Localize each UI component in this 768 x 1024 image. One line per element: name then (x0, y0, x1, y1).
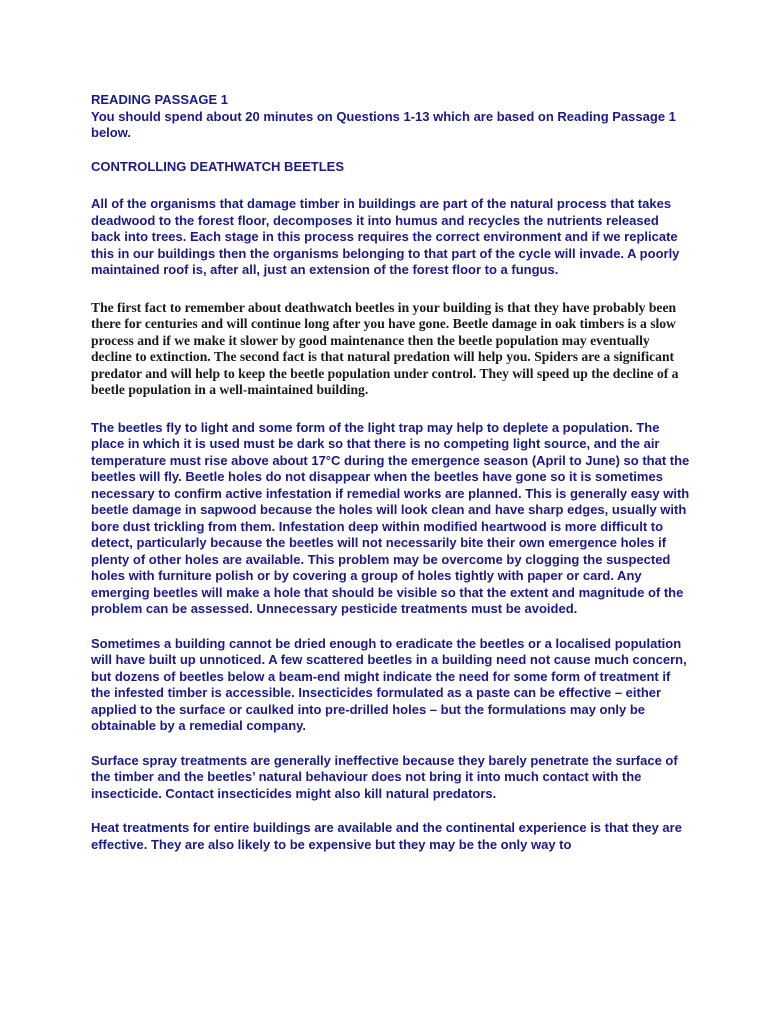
document-page (91, 92, 691, 853)
paragraph-5: Surface spray treatments are generally ineffective because they barely penetrate the surface of the timber and the beetles’ natural behaviour does not bring it into much contact with the insecticide. Contact insecticides might also kill natural predators. (91, 752, 678, 801)
paragraph-4: Sometimes a building cannot be dried enough to eradicate the beetles or a localised population will have built up unnoticed. A few scattered beetles in a building need not cause much concern, but dozens of beetles below a beam-end might indicate the need for some form of treatment if the infested timber is accessible. Insecticides formulated as a paste can be effective – either applied to the surface or caulked into pre-drilled holes – but the formulations may only be obtainable by a remedial company. (91, 635, 687, 733)
paragraph-1: All of the organisms that damage timber in buildings are part of the natural process that takes deadwood to the forest floor, decomposes it into humus and recycles the nutrients released back into trees. Each stage in this process requires the correct environment and if we replicate this in our buildings then the organisms belonging to that part of the cycle will invade. A poorly maintained roof is, after all, just an extension of the forest floor to a fungus. (91, 196, 680, 277)
article-title: CONTROLLING DEATHWATCH BEETLES (91, 158, 345, 174)
paragraph-2: The first fact to remember about deathwatch beetles in your building is that they have probably been there for centuries and will continue long after you have gone. Beetle damage in oak timbers is a slow process and if we make it slower by good maintenance then the beetle population may eventually decline to extinction. The second fact is that natural predation will help you. Spiders are a significant predator and will help to keep the beetle population under control. They will speed up the decline of a beetle population in a well-maintained building. (91, 299, 679, 397)
paragraph-3: The beetles fly to light and some form of the light trap may help to deplete a population. The place in which it is used must be dark so that there is no competing light source, and the air temperature must rise above about 17°C during the emergence season (April to June) so that the beetles will fly. Beetle holes do not disappear when the beetles have gone so it is sometimes necessary to confirm active infestation if remedial works are planned. This is generally easy with beetle damage in sapwood because the holes will look clean and have sharp edges, usually with bore dust trickling from them. Infestation deep within modified heartwood is more difficult to detect, particularly because the beetles will not necessarily bite their own emergence holes if plenty of other holes are available. This problem may be overcome by clogging the suspected holes with furniture polish or by covering a group of holes tightly with paper or card. Any emerging beetles will make a hole that should be visible so that the extent and magnitude of the problem can be assessed. Unnecessary pesticide treatments must be avoided. (91, 419, 690, 616)
passage-instruction: You should spend about 20 minutes on Questions 1-13 which are based on Reading Passage 1 below. (91, 108, 676, 140)
paragraph-6: Heat treatments for entire buildings are available and the continental experience is that they are effective. They are also likely to be expensive but they may be the only way to (91, 820, 682, 852)
passage-label: READING PASSAGE 1 (91, 92, 229, 107)
